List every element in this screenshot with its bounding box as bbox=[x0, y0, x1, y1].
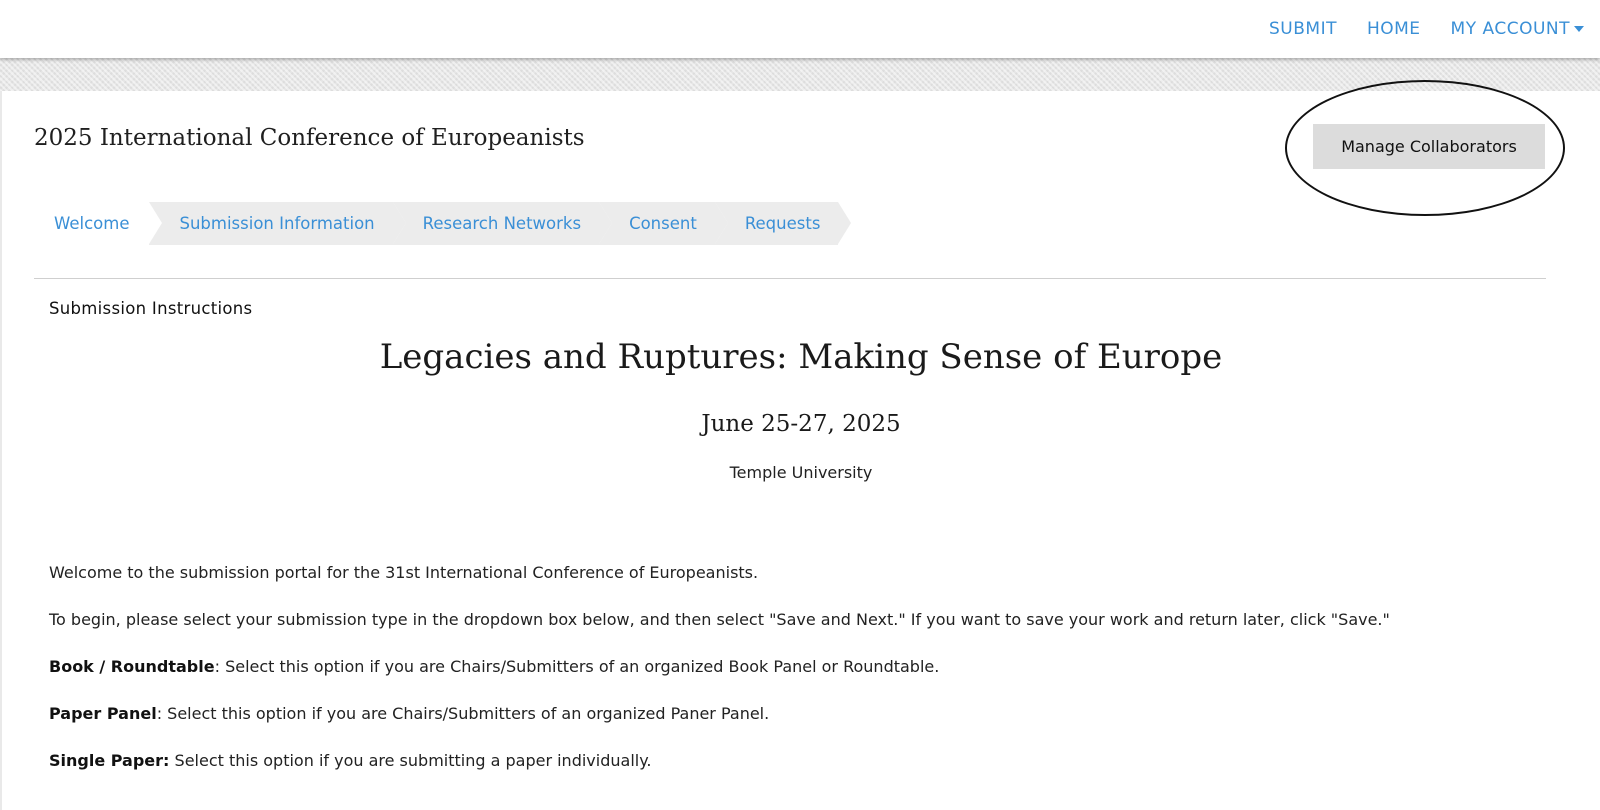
conference-venue: Temple University bbox=[729, 463, 873, 482]
conference-theme-heading: Legacies and Ruptures: Making Sense of Europe bbox=[379, 337, 1223, 377]
nav-home-link[interactable]: HOME bbox=[1366, 19, 1421, 39]
option-desc: Select this option if you are submitting a paper individually. bbox=[169, 751, 652, 770]
step-research-networks[interactable]: Research Networks bbox=[393, 202, 599, 245]
main-card bbox=[2, 91, 1600, 810]
conference-title: 2025 International Conference of Europeanists bbox=[34, 125, 585, 151]
nav-my-account-dropdown[interactable] bbox=[1451, 19, 1584, 39]
section-title: Submission Instructions bbox=[49, 299, 253, 318]
option-desc: : Select this option if you are Chairs/Submitters of an organized Paner Panel. bbox=[156, 704, 770, 723]
step-breadcrumb bbox=[34, 202, 838, 245]
step-welcome[interactable]: Welcome bbox=[34, 202, 149, 245]
step-requests[interactable]: Requests bbox=[715, 202, 839, 245]
welcome-paragraph: Welcome to the submission portal for the 31st International Conference of Europeanists. bbox=[49, 563, 759, 582]
nav-submit-link[interactable]: SUBMIT bbox=[1269, 19, 1337, 39]
manage-collaborators-wrap bbox=[1313, 124, 1545, 169]
option-paper-panel bbox=[49, 704, 769, 723]
option-desc: : Select this option if you are Chairs/Submitters of an organized Book Panel or Roundtable. bbox=[214, 657, 940, 676]
manage-collaborators-button[interactable]: Manage Collaborators bbox=[1313, 124, 1545, 169]
option-book-roundtable bbox=[49, 657, 939, 676]
option-term: Book / Roundtable bbox=[49, 657, 215, 676]
nav-links bbox=[1269, 0, 1584, 58]
option-term: Single Paper: bbox=[49, 751, 170, 770]
conference-date: June 25-27, 2025 bbox=[701, 411, 901, 437]
pattern-band bbox=[0, 58, 1600, 91]
my-account-label: MY ACCOUNT bbox=[1450, 19, 1570, 39]
step-submission-information[interactable]: Submission Information bbox=[149, 202, 392, 245]
divider bbox=[34, 278, 1546, 279]
option-term: Paper Panel bbox=[49, 704, 157, 723]
begin-paragraph: To begin, please select your submission type in the dropdown box below, and then select "Save and Next." If you want to save your work and return later, click "Save." bbox=[49, 610, 1390, 629]
option-single-paper bbox=[49, 751, 651, 770]
step-consent[interactable]: Consent bbox=[599, 202, 715, 245]
caret-down-icon bbox=[1574, 26, 1584, 32]
top-navbar bbox=[0, 0, 1600, 58]
